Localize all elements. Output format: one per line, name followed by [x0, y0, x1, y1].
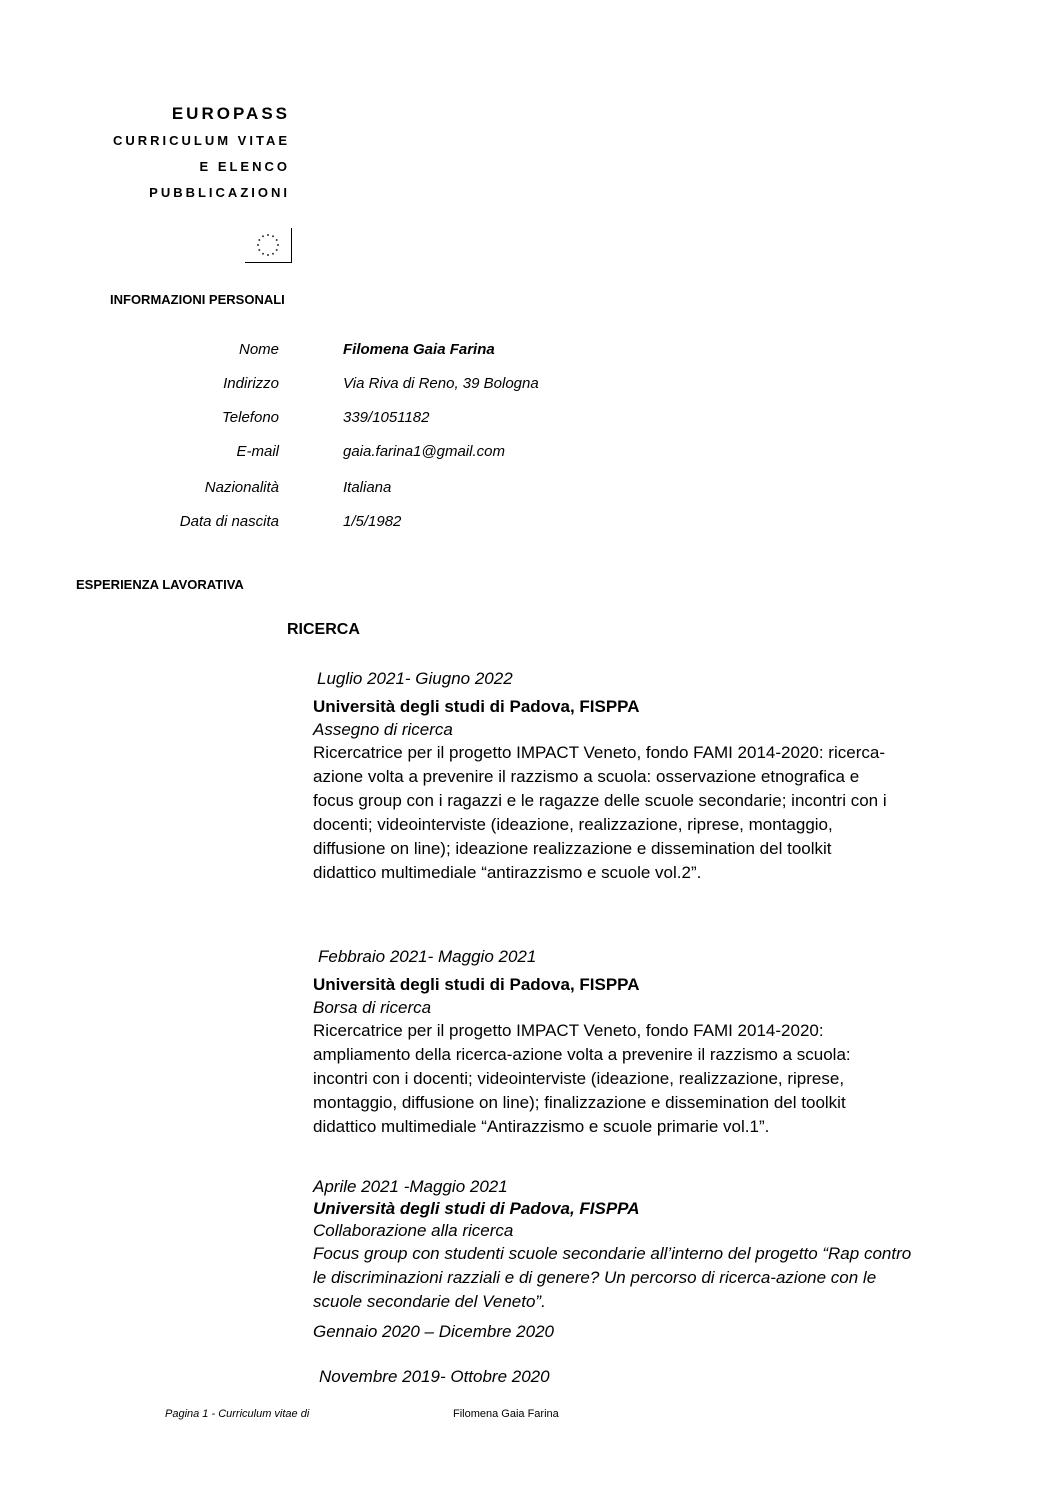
label-nazionalita: Nazionalità	[204, 479, 279, 496]
experience-entry	[313, 669, 893, 885]
experience-entry	[313, 1177, 913, 1314]
footer-name: Filomena Gaia Farina	[453, 1408, 559, 1420]
entry-date: Gennaio 2020 – Dicembre 2020	[313, 1322, 554, 1341]
entry-role: Borsa di ricerca	[313, 998, 432, 1017]
eu-stars-icon	[255, 233, 281, 257]
label-nome: Nome	[238, 341, 279, 358]
europass-title: EUROPASS	[171, 104, 290, 123]
entry-description: Ricercatrice per il progetto IMPACT Veneto, fondo FAMI 2014-2020: ricerca-azione volta a prevenire il razzismo a scuola: osservazione etnografica e focus group con i ragazzi e le ragazze delle scuole secondarie; incontri con i docenti; videointerviste (ideazione, realizzazione, riprese, montaggio, diffusione on line); ideazione realizzazione e dissemination del toolkit didattico multimediale “antirazzismo e scuole vol.2”.	[313, 743, 887, 882]
eu-stars-logo	[245, 228, 292, 263]
cv-title-line: CURRICULUM VITAE	[112, 133, 290, 148]
entry-organization: Università degli studi di Padova, FISPPA	[313, 697, 640, 716]
value-indirizzo: Via Riva di Reno, 39 Bologna	[343, 375, 539, 392]
label-indirizzo: Indirizzo	[223, 375, 279, 392]
entry-role: Assegno di ricerca	[313, 720, 453, 739]
label-email: E-mail	[236, 443, 279, 460]
cv-title-line: E ELENCO	[199, 159, 290, 174]
entry-organization: Università degli studi di Padova, FISPPA	[313, 1199, 640, 1218]
value-email: gaia.farina1@gmail.com	[343, 443, 505, 460]
value-nazionalita: Italiana	[343, 479, 392, 496]
entry-description: Ricercatrice per il progetto IMPACT Veneto, fondo FAMI 2014-2020: ampliamento della ricerca-azione volta a prevenire il razzismo a scuola: incontri con i docenti; videointerviste (ideazione, realizzazione, riprese, montaggio, diffusione on line); finalizzazione e dissemination del toolkit didattico multimediale “Antirazzismo e scuole primarie vol.1”.	[313, 1021, 851, 1136]
entry-organization: Università degli studi di Padova, FISPPA	[313, 975, 640, 994]
footer-page-label: Pagina 1 - Curriculum vitae di	[165, 1408, 310, 1420]
experience-entry	[313, 947, 893, 1139]
entry-date: Luglio 2021- Giugno 2022	[317, 669, 513, 688]
entry-description: Focus group con studenti scuole secondarie all’interno del progetto “Rap contro le discriminazioni razziali e di genere? Un percorso di ricerca-azione con le scuole secondarie del Veneto”.	[313, 1244, 912, 1311]
label-telefono: Telefono	[222, 409, 279, 426]
label-data-nascita: Data di nascita	[179, 513, 279, 530]
value-data-nascita: 1/5/1982	[343, 513, 402, 530]
section-title-work-experience: ESPERIENZA LAVORATIVA	[76, 577, 244, 592]
value-telefono: 339/1051182	[343, 409, 430, 426]
entry-date: Febbraio 2021- Maggio 2021	[318, 947, 537, 966]
cv-title-line: PUBBLICAZIONI	[149, 185, 290, 200]
entry-role: Collaborazione alla ricerca	[313, 1221, 514, 1240]
entry-date: Aprile 2021 -Maggio 2021	[313, 1177, 508, 1196]
subsection-title-ricerca: RICERCA	[287, 621, 360, 638]
section-title-personal-info: INFORMAZIONI PERSONALI	[110, 292, 285, 307]
value-nome: Filomena Gaia Farina	[343, 341, 495, 358]
entry-date: Novembre 2019- Ottobre 2020	[319, 1367, 550, 1386]
